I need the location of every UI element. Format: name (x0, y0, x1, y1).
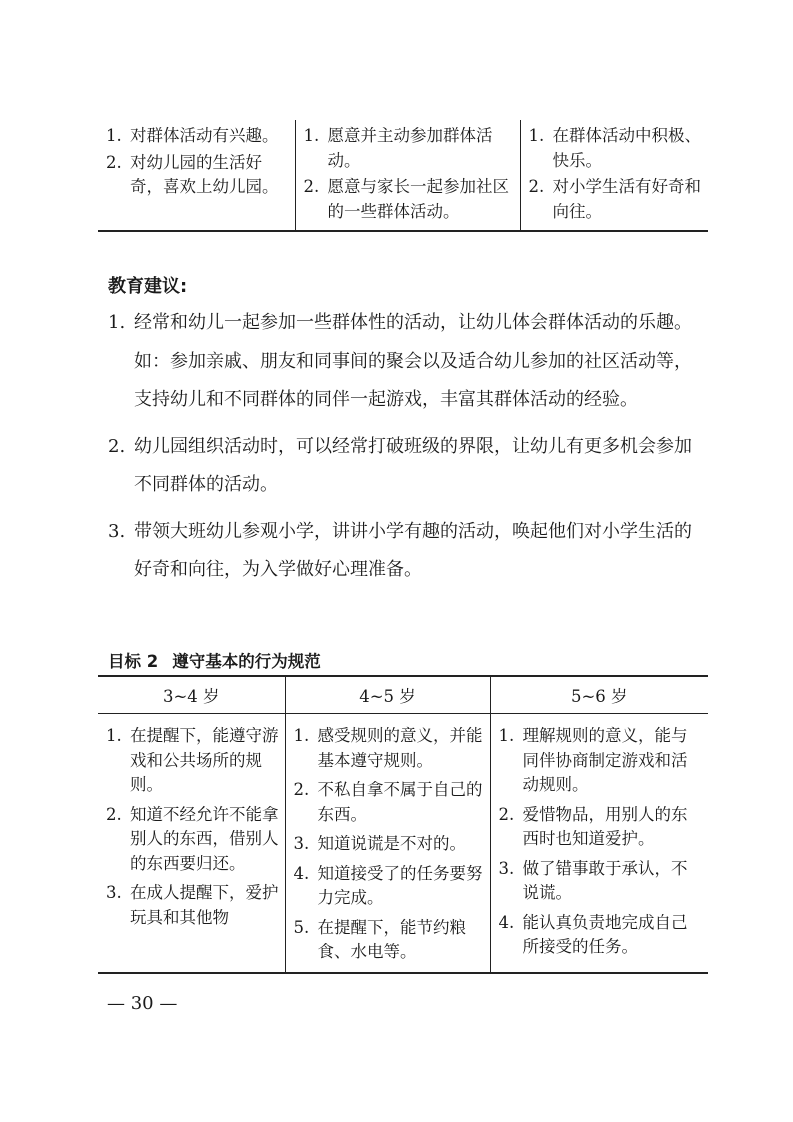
table-row (98, 714, 708, 973)
list-item: 1. 对群体活动有兴趣。 (106, 126, 279, 145)
column-header-age-3-4: 3~4 岁 (98, 676, 285, 714)
list-item: 1. 经常和幼儿一起参加一些群体性的活动，让幼儿体会群体活动的乐趣。如：参加亲戚、朋友和同事间的聚会以及适合幼儿参加的社区活动等，支持幼儿和不同群体的同伴一起游戏，丰富其群体活动的经验。 (108, 312, 692, 410)
list-item: 4. 知道接受了的任务要努力完成。 (293, 863, 483, 907)
list-item: 2. 对幼儿园的生活好奇，喜欢上幼儿园。 (106, 152, 279, 196)
goal2-cell-age-4-5 (285, 714, 490, 973)
list-item: 2. 对小学生活有好奇和向往。 (528, 177, 701, 221)
page-number: — 30 — (107, 993, 178, 1014)
list-item: 1. 在提醒下，能遵守游戏和公共场所的规则。 (106, 726, 279, 794)
table-row (98, 120, 708, 231)
column-header-age-4-5: 4~5 岁 (285, 676, 490, 714)
list-item: 2. 愿意与家长一起参加社区的一些群体活动。 (303, 177, 509, 221)
list-item: 1. 愿意并主动参加群体活动。 (303, 126, 493, 170)
goal2-cell-age-5-6 (490, 714, 708, 973)
list-item: 3. 带领大班幼儿参观小学，讲讲小学有趣的活动，唤起他们对小学生活的好奇和向往，为入学做好心理准备。 (108, 520, 692, 580)
table-header-row (98, 676, 708, 714)
list-item: 3. 在成人提醒下，爱护玩具和其他物 (106, 883, 279, 927)
column-header-age-5-6: 5~6 岁 (490, 676, 708, 714)
goal2-heading (108, 648, 321, 672)
list-item: 2. 幼儿园组织活动时，可以经常打破班级的界限，让幼儿有更多机会参加不同群体的活动。 (108, 435, 692, 495)
goal2-label: 目标 2 (108, 652, 159, 671)
list-item: 2. 不私自拿不属于自己的东西。 (293, 780, 483, 824)
list-item: 1. 在群体活动中积极、快乐。 (528, 126, 701, 170)
table1-cell-age-3-4 (98, 120, 295, 231)
education-advice-title: 教育建议: (108, 276, 188, 297)
table1-cell-age-5-6 (520, 120, 708, 231)
list-item: 2. 知道不经允许不能拿别人的东西，借别人的东西要归还。 (106, 804, 279, 873)
list-item: 3. 知道说谎是不对的。 (293, 834, 466, 853)
education-advice-list (108, 304, 708, 598)
goal2-table (98, 675, 708, 974)
list-item: 3. 做了错事敢于承认，不说谎。 (498, 858, 688, 902)
list-item: 1. 感受规则的意义，并能基本遵守规则。 (293, 726, 483, 770)
goal1-continued-table (98, 120, 708, 232)
list-item: 2. 爱惜物品，用别人的东西时也知道爱护。 (498, 804, 688, 848)
list-item: 1. 理解规则的意义，能与同伴协商制定游戏和活动规则。 (498, 726, 688, 794)
goal2-cell-age-3-4 (98, 714, 285, 973)
table1-cell-age-4-5 (295, 120, 520, 231)
list-item: 4. 能认真负责地完成自己所接受的任务。 (498, 912, 688, 956)
goal2-title: 遵守基本的行为规范 (172, 652, 321, 671)
list-item: 5. 在提醒下，能节约粮食、水电等。 (293, 917, 466, 961)
